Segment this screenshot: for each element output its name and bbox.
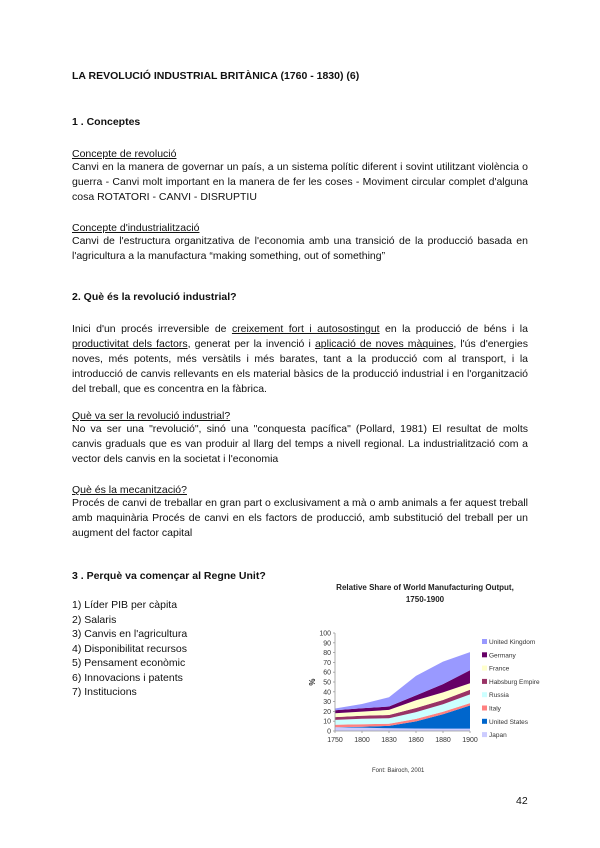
chart-legend (482, 639, 540, 739)
reasons-list (72, 598, 187, 700)
legend-item (482, 666, 510, 673)
legend-swatch (482, 652, 487, 657)
subheading-mecanitzacio: Què és la mecanització? (72, 484, 187, 496)
x-tick-label: 1800 (354, 737, 370, 744)
legend-item (482, 706, 502, 713)
legend-swatch (482, 639, 487, 644)
y-tick-label: 70 (323, 659, 331, 667)
list-item: 5) Pensament econòmic (72, 657, 186, 669)
paragraph-industrialitzacio: Canvi de l'estructura organitzativa de l'economia amb una transició de la producció basada en l'agricultura a la manufactura “making something, out of something” (72, 235, 528, 262)
page-number: 42 (516, 795, 528, 807)
list-item: 4) Disponibilitat recursos (72, 642, 187, 655)
intro-text-2: en la producció de béns i la (379, 323, 528, 335)
chart-svg (305, 610, 555, 800)
chart-subtitle: 1750-1900 (405, 595, 445, 604)
y-tick-label: 60 (323, 669, 331, 677)
y-tick-label: 90 (323, 640, 331, 648)
term-productivitat: productivitat dels factors (72, 338, 188, 350)
document-title: LA REVOLUCIÓ INDUSTRIAL BRITÀNICA (1760 - 1830) (6) (72, 70, 360, 82)
x-tick-label: 1750 (327, 737, 343, 744)
list-item: 2) Salaris (72, 613, 117, 626)
x-tick-label: 1830 (381, 737, 397, 744)
legend-swatch (482, 719, 487, 724)
legend-label: Japan (489, 732, 507, 740)
legend-swatch (482, 666, 487, 671)
legend-label: United Kingdom (489, 639, 536, 646)
section-2-heading: 2. Què és la revolució industrial? (72, 291, 237, 303)
paragraph-intro (72, 322, 528, 397)
y-tick-label: 0 (327, 728, 331, 736)
chart-source: Font: Bairoch, 2001 (372, 768, 425, 774)
intro-text-1: Inici d'un procés irreversible de (72, 323, 232, 335)
legend-label: Russia (489, 692, 509, 700)
y-axis-label: % (308, 678, 317, 686)
legend-item (482, 732, 507, 739)
section-1-heading: 1 . Conceptes (72, 116, 141, 128)
legend-label: United States (489, 718, 529, 726)
list-item: 1) Líder PIB per càpita (72, 599, 178, 611)
paragraph-mecanitzacio: Procés de canvi de treballar en gran part o exclusivament a mà o amb animals a fer aquest treball amb maquinària Procés de canvi en els factors de producció, amb substitució del treball per un augment del factor capital (72, 497, 528, 539)
legend-swatch (482, 706, 487, 711)
legend-item (482, 719, 529, 726)
x-tick-label: 1860 (408, 737, 424, 744)
legend-item (482, 692, 509, 699)
legend-item (482, 639, 535, 646)
legend-swatch (482, 732, 487, 737)
legend-label: France (489, 665, 510, 673)
legend-item (482, 679, 540, 686)
subheading-industrialitzacio: Concepte d'industrialització (72, 222, 200, 234)
y-tick-label: 100 (319, 630, 331, 638)
y-tick-label: 50 (323, 679, 331, 687)
y-tick-label: 40 (323, 689, 331, 697)
y-tick-label: 20 (323, 708, 331, 716)
legend-swatch (482, 692, 487, 697)
paragraph-que-va-ser: No va ser una "revolució", sinó una "conquesta pacífica" (Pollard, 1981) El resultat de molts canvis graduals que es van produir al llarg del temps a nivell regional. La industrialització com a vector dels canvis en la societat i l'economia (72, 423, 528, 465)
legend-item (482, 652, 516, 659)
y-tick-label: 80 (323, 650, 331, 658)
section-3-heading: 3 . Perquè va començar al Regne Unit? (72, 570, 266, 582)
x-tick-label: 1880 (435, 737, 451, 744)
intro-text-4: , l'ús d'energies noves, més potents, més versàtils i més barates, tant a la producció com al transport, i la introducció de canvis rellevants en els material bàsics de la producció industrial i en l'organització del treball, que es concentra en la fàbrica. (72, 338, 528, 395)
list-item: 6) Innovacions i patents (72, 671, 183, 684)
legend-swatch (482, 679, 487, 684)
x-tick-label: 1900 (462, 737, 478, 744)
manufacturing-share-chart (305, 582, 555, 782)
term-aplicacio: aplicació de noves màquines (314, 338, 454, 350)
chart-title-block (305, 582, 545, 606)
legend-label: Italy (489, 705, 501, 713)
list-item: 7) Institucions (72, 686, 137, 698)
chart-title: Relative Share of World Manufacturing Output, (336, 583, 514, 592)
paragraph-revolucio: Canvi en la manera de governar un país, a un sistema polític diferent i sovint utilitzant violència o guerra - Canvi molt important en la manera de fer les coses - Moviment circular complet d'alguna cosa ROTATORI - CANVI - DISRUPTIU (72, 161, 528, 203)
y-tick-label: 30 (323, 699, 331, 707)
intro-text-3: , generat per la invenció i (187, 338, 315, 350)
y-tick-label: 10 (323, 718, 331, 726)
term-creixement: creixement fort i autosostingut (231, 323, 380, 335)
chart-areas (335, 652, 470, 731)
legend-label: Germany (489, 652, 516, 660)
subheading-que-va-ser: Què va ser la revolució industrial? (72, 410, 231, 422)
legend-label: Habsburg Empire (489, 678, 540, 686)
list-item: 3) Canvis en l'agricultura (72, 628, 188, 640)
subheading-revolucio: Concepte de revolució (72, 148, 177, 160)
